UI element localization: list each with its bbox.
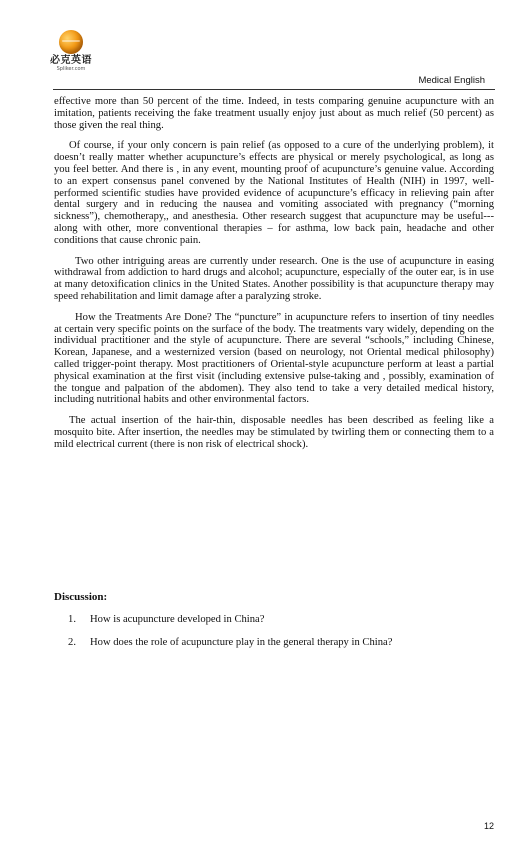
header-divider xyxy=(53,89,495,90)
page-number: 12 xyxy=(483,821,494,831)
logo-english-text: Spliker.com xyxy=(56,66,86,72)
logo xyxy=(40,30,102,72)
list-item-number: 2. xyxy=(68,637,76,648)
paragraph-3: Two other intriguing areas are currently under research. One is the use of acupuncture in easing withdrawal from addiction to hard drugs and alcohol; acupuncture, especially of the outer ear, is in use at many detoxification clinics in the United States. Another possibility is that acupuncture therapy may speed rehabilitation and limit damage after a paralyzing stroke. xyxy=(54,255,494,302)
globe-icon xyxy=(59,30,83,54)
paragraph-2: Of course, if your only concern is pain relief (as opposed to a cure of the underlying problem), it doesn’t really matter whether acupuncture’s effects are physical or merely psychological, as long as you feel better. And there is , in any event, mounting proof of acupuncture’s genuine value. According to an expert consensus panel convened by the National Institutes of Health (NIH) in 1997, well-performed scientific studies have provided evidence of acupuncture’s efficacy in relieving pain after dental surgery and in reducing the nausea and vomiting associated with pregnancy (“morning sickness”), chemotherapy,, and anesthesia. Other research suggest that acupuncture may be useful---along with other, more conventional therapies – for asthma, low back pain, headache and other conditions that cause chronic pain. xyxy=(54,140,494,246)
list-item xyxy=(54,637,494,649)
paragraph-5: The actual insertion of the hair-thin, disposable needles has been described as feeling like a mosquito bite. After insertion, the needles may be stimulated by twirling them or connecting them to a mild electrical current (there is non risk of electrical shock). xyxy=(54,415,494,450)
list-item-text: How is acupuncture developed in China? xyxy=(90,614,265,625)
logo-chinese-text: 必克英语 xyxy=(50,55,92,66)
discussion-heading: Discussion: xyxy=(54,591,108,603)
paragraph-1: effective more than 50 percent of the time. Indeed, in tests comparing genuine acupuncture with an imitation, patients receiving the fake treatment usually enjoy just about as much relief (50 percent) as those given the real thing. xyxy=(54,96,494,131)
header-title: Medical English xyxy=(418,75,485,86)
paragraph-4: How the Treatments Are Done? The “puncture” in acupuncture refers to insertion of tiny needles at certain very specific points on the surface of the body. The treatments vary widely, depending on the individual practitioner and the style of acupuncture. There are several “schools,” including Chinese, Korean, Japanese, and a westernized version (based on neurology, not Oriental medical philosophy) called trigger-point therapy. Most practitioners of Oriental-style acupuncture perform at least a partial physical examination at the first visit (including extensive pulse-taking and , possibly, examination of the tongue and palpation of the abdomen). They also tend to take a very detailed medical history, including nutritional habits and other environmental factors. xyxy=(54,311,494,406)
discussion-list xyxy=(54,614,494,660)
list-item xyxy=(54,614,494,626)
list-item-text: How does the role of acupuncture play in the general therapy in China? xyxy=(90,637,393,648)
list-item-number: 1. xyxy=(68,614,76,625)
article-body xyxy=(54,96,494,460)
